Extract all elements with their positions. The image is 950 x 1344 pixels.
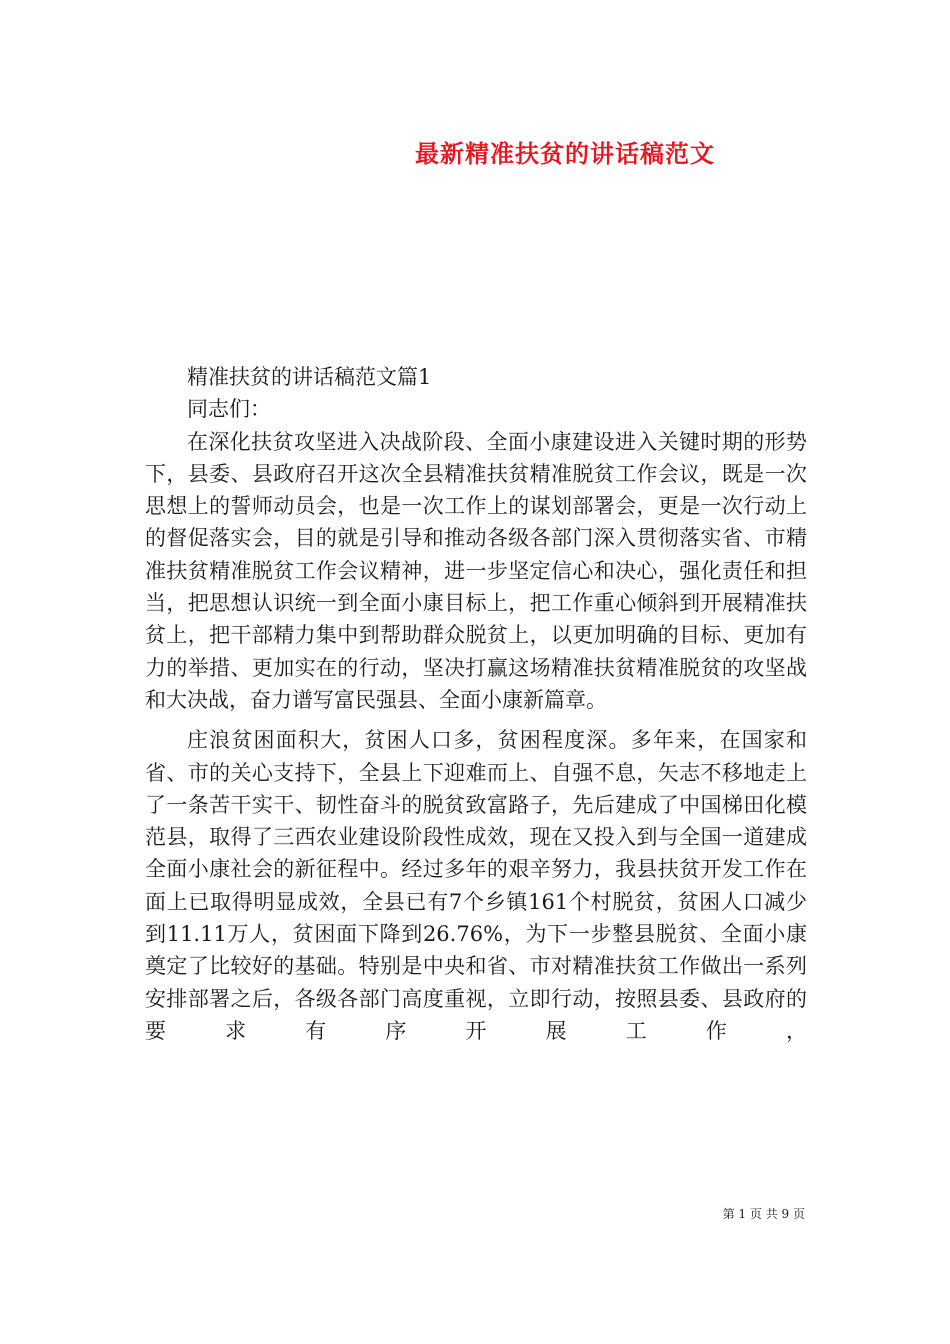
salutation: 同志们： bbox=[187, 397, 271, 422]
document-body bbox=[145, 361, 807, 1047]
section-heading: 精准扶贫的讲话稿范文篇1 bbox=[187, 365, 432, 389]
page-indicator: 第 1 页 共 9 页 bbox=[722, 1207, 805, 1221]
paragraph-1: 在深化扶贫攻坚进入决战阶段、全面小康建设进入关键时期的形势下，县委、县政府召开这次全县精准扶贫精准脱贫工作会议，既是一次思想上的誓师动员会，也是一次工作上的谋划部署会，更是一次行动上的督促落实会，目的就是引导和推动各级各部门深入贯彻落实省、市精准扶贫精准脱贫工作会议精神，进一步坚定信心和决心，强化责任和担当，把思想认识统一到全面小康目标上，把工作重心倾斜到开展精准扶贫上，把干部精力集中到帮助群众脱贫上，以更加明确的目标、更加有力的举措、更加实在的行动，坚决打赢这场精准扶贫精准脱贫的攻坚战和大决战，奋力谱写富民强县、全面小康新篇章。 bbox=[145, 429, 807, 712]
paragraph-2: 庄浪贫困面积大，贫困人口多，贫困程度深。多年来，在国家和省、市的关心支持下，全县上下迎难而上、自强不息，矢志不移地走上了一条苦干实干、韧性奋斗的脱贫致富路子，先后建成了中国梯田化模范县，取得了三西农业建设阶段性成效，现在又投入到与全国一道建成全面小康社会的新征程中。经过多年的艰辛努力，我县扶贫开发工作在面上已取得明显成效，全县已有7个乡镇161个村脱贫，贫困人口减少到11.11万人，贫困面下降到26.76%，为下一步整县脱贫、全面小康奠定了比较好的基础。特别是中央和省、市对精准扶贫工作做出一系列安排部署之后，各级各部门高度重视，立即行动，按照县委、县政府的要求有序开展工作， bbox=[145, 728, 807, 1043]
document-title: 最新精准扶贫的讲话稿范文 bbox=[415, 139, 715, 168]
